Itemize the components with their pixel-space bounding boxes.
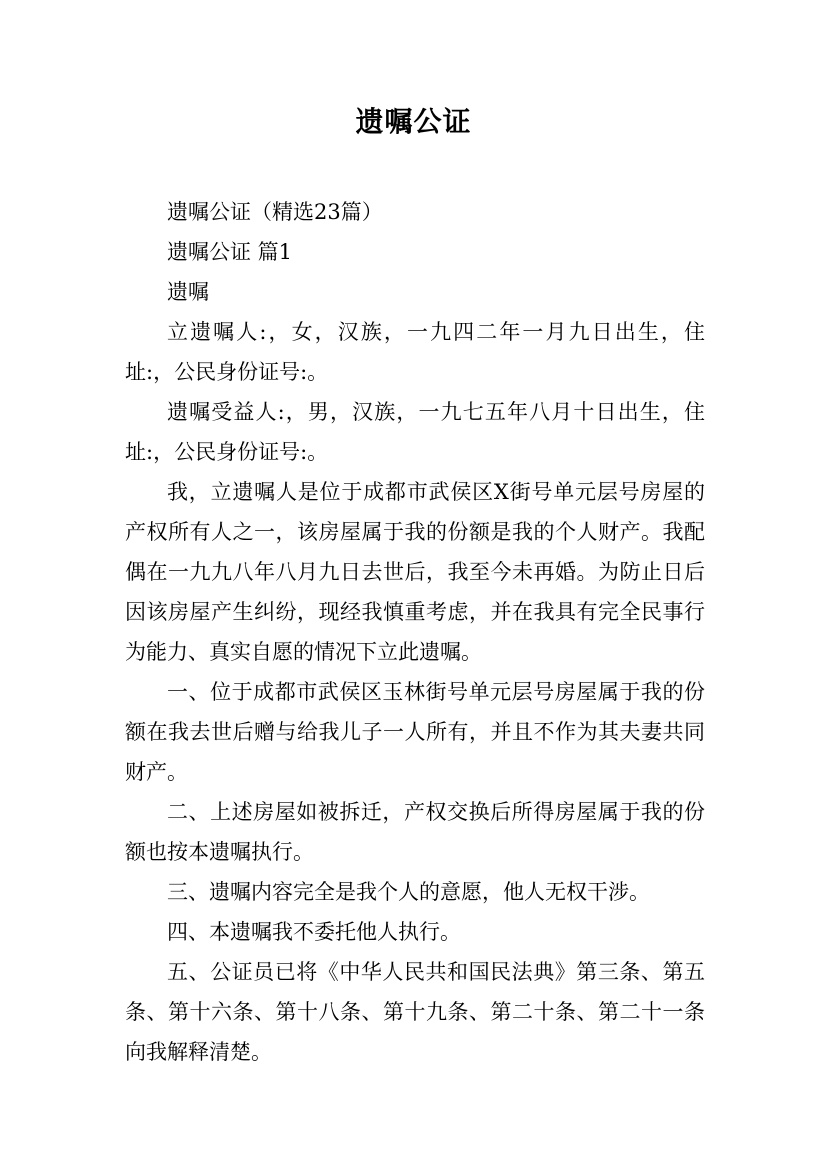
statement-paragraph: 我，立遗嘱人是位于成都市武侯区X街号单元层号房屋的产权所有人之一，该房屋属于我的份额是我的个人财产。我配偶在一九九八年八月九日去世后，我至今未再婚。为防止日后因该房屋产生纠纷，现经我慎重考虑，并在我具有完全民事行为能力、真实自愿的情况下立此遗嘱。 — [125, 480, 705, 664]
document-title: 遗嘱公证 — [355, 105, 472, 138]
clause-4: 四、本遗嘱我不委托他人执行。 — [167, 920, 461, 944]
beneficiary-paragraph: 遗嘱受益人:，男，汉族，一九七五年八月十日出生，住址:，公民身份证号:。 — [125, 400, 705, 464]
section-heading: 遗嘱公证 篇1 — [167, 240, 293, 264]
clause-1: 一、位于成都市武侯区玉林街号单元层号房屋属于我的份额在我去世后赠与给我儿子一人所有，并且不作为其夫妻共同财产。 — [125, 680, 705, 784]
will-heading: 遗嘱 — [167, 280, 209, 304]
testator-paragraph: 立遗嘱人:，女，汉族，一九四二年一月九日出生，住址:，公民身份证号:。 — [125, 320, 705, 384]
subtitle-paragraph: 遗嘱公证（精选23篇） — [167, 200, 383, 224]
clause-2: 二、上述房屋如被拆迁，产权交换后所得房屋属于我的份额也按本遗嘱执行。 — [125, 800, 705, 864]
document-body — [125, 192, 705, 1072]
clause-5: 五、公证员已将《中华人民共和国民法典》第三条、第五条、第十六条、第十八条、第十九条、第二十条、第二十一条向我解释清楚。 — [125, 960, 705, 1064]
clause-3: 三、遗嘱内容完全是我个人的意愿，他人无权干涉。 — [167, 880, 650, 904]
